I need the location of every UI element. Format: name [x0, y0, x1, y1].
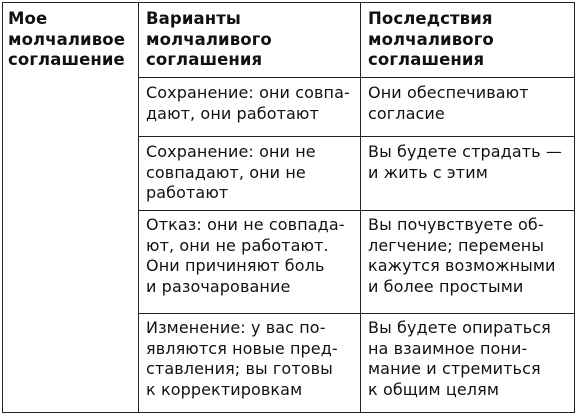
row-2-consequence: Вы будете страдать — и жить с этим — [368, 142, 562, 182]
row-1-option: Сохранение: они совпа- дают, они работают — [146, 83, 350, 123]
row-3-option: Отказ: они не совпада- ют, они не работают. Они причиняют боль и разочарование — [146, 215, 345, 296]
row-divider-3 — [138, 313, 574, 314]
header-agreement-options: Варианты молчаливого соглашения — [146, 9, 272, 69]
row-1-consequence: Они обеспечивают согласие — [368, 83, 529, 123]
row-4-option: Изменение: у вас по- являются новые пред- ставления; вы готовы к корректировкам — [146, 318, 338, 399]
row-2-option: Сохранение: они не совпадают, они не работают — [146, 142, 316, 202]
row-3-consequence: Вы почувствуете об- легчение; перемены кажутся возможными и более простыми — [368, 215, 556, 296]
header-my-agreement: Мое молчаливое соглашение — [8, 9, 125, 69]
column-divider-2 — [360, 3, 361, 412]
column-divider-1 — [138, 3, 139, 412]
header-agreement-consequences: Последствия молчаливого соглашения — [368, 9, 494, 69]
row-divider-2 — [138, 210, 574, 211]
row-4-consequence: Вы будете опираться на взаимное пони- мание и стремиться к общим целям — [368, 318, 551, 399]
row-divider-1 — [138, 136, 574, 137]
row-divider-header — [138, 77, 574, 78]
agreements-table — [2, 2, 575, 413]
